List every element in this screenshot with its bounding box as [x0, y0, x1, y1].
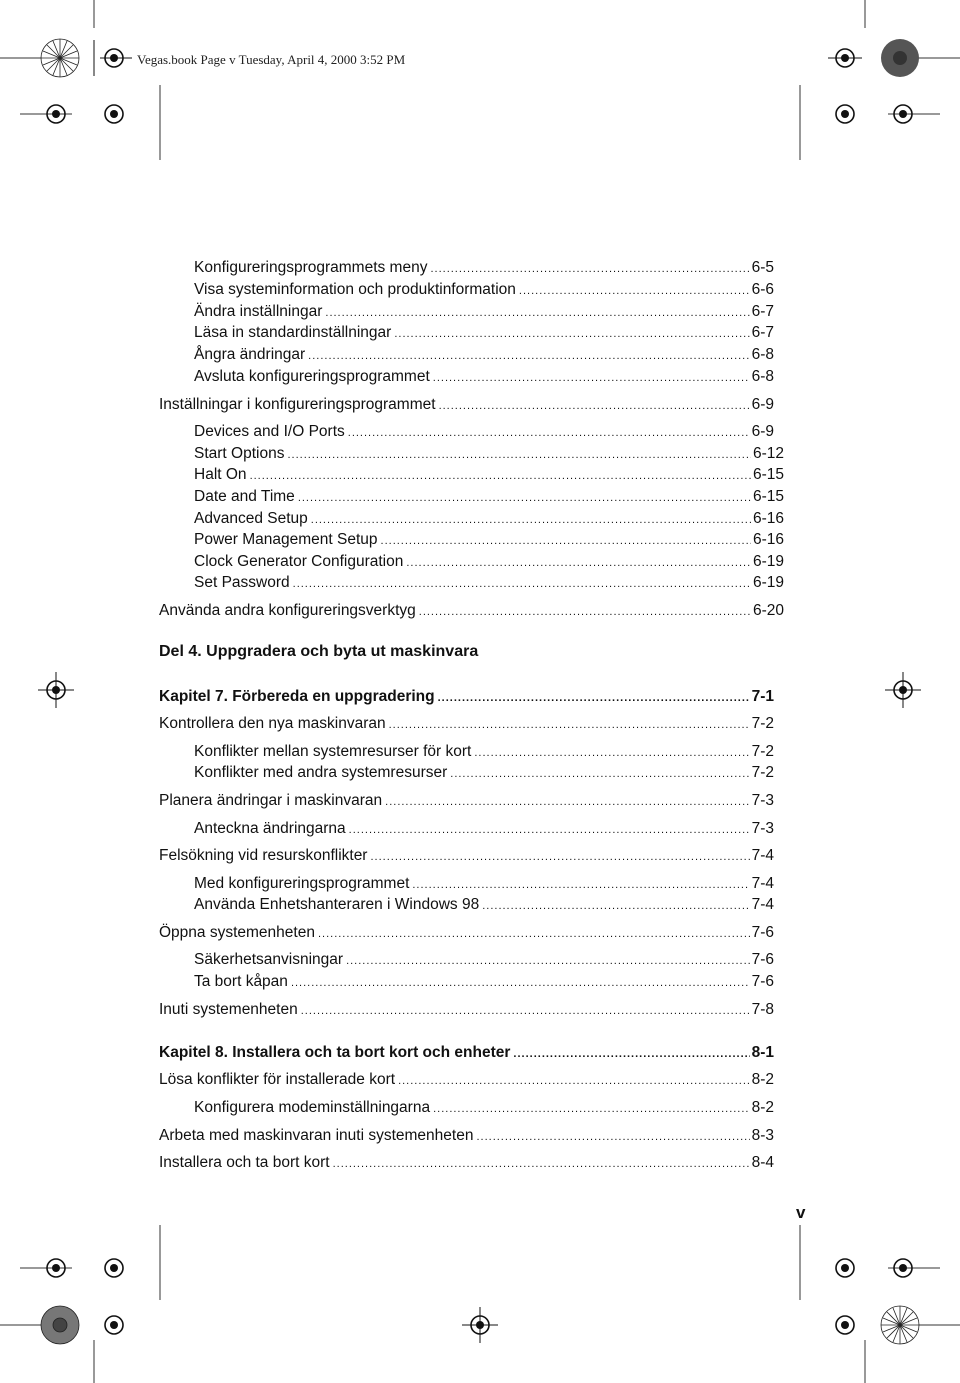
dot-leader [287, 445, 751, 465]
toc-entry[interactable]: Öppna systemenheten ..... 7-6 [159, 923, 774, 944]
dot-leader [433, 368, 750, 388]
toc-chapter-entry[interactable]: Kapitel 7. Förbereda en uppgradering ..... 7-1 [159, 687, 774, 708]
dot-leader [519, 281, 750, 301]
crosshair-target-bottom-row2-left [105, 1316, 123, 1334]
dot-leader [476, 1127, 749, 1147]
toc-entry[interactable]: Med konfigureringsprogrammet ..... 7-4 [194, 874, 774, 895]
toc-entry[interactable]: Set Password ..... 6-19 [194, 573, 784, 594]
crosshair-target-mid-left [38, 672, 74, 708]
toc-entry[interactable]: Installera och ta bort kort ..... 8-4 [159, 1153, 774, 1174]
dot-leader [250, 466, 751, 486]
toc-entry[interactable]: Arbeta med maskinvaran inuti systemenheten ..... 8-3 [159, 1126, 774, 1147]
toc-entry[interactable]: Devices and I/O Ports ..... 6-9 [194, 422, 774, 443]
dot-leader [439, 396, 750, 416]
toc-entry[interactable]: Säkerhetsanvisningar ..... 7-6 [194, 950, 774, 971]
crosshair-target-bottom-row1-inner-left [105, 1259, 123, 1277]
dot-leader [474, 743, 749, 763]
dot-leader [346, 951, 750, 971]
toc-entry[interactable]: Konflikter mellan systemresurser för kort ..... 7-2 [194, 742, 774, 763]
starburst-target-top-left [41, 39, 79, 77]
crosshair-target-mid-right [885, 672, 921, 708]
starburst-target-bottom-right [881, 1306, 919, 1344]
toc-entry[interactable]: Power Management Setup ..... 6-16 [194, 530, 784, 551]
toc-entry[interactable]: Ångra ändringar ..... 6-8 [194, 345, 774, 366]
toc-chapter-entry[interactable]: Kapitel 8. Installera och ta bort kort och enheter ..... 8-1 [159, 1043, 774, 1064]
dot-leader [370, 847, 749, 867]
toc-entry[interactable]: Ta bort kåpan ..... 7-6 [194, 972, 774, 993]
starburst-target-top-right [881, 39, 919, 77]
dot-leader [333, 1154, 750, 1174]
dot-leader [406, 553, 751, 573]
toc-entry[interactable]: Konfigureringsprogrammets meny ..... 6-5 [194, 258, 774, 279]
toc-entry[interactable]: Inuti systemenheten ..... 7-8 [159, 1000, 774, 1021]
dot-leader [348, 423, 750, 443]
dot-leader [308, 346, 749, 366]
toc-entry[interactable]: Start Options ..... 6-12 [194, 444, 784, 465]
dot-leader [513, 1044, 749, 1064]
crosshair-target-bottom-row2-right [836, 1316, 854, 1334]
dot-leader [385, 792, 749, 812]
toc-entry[interactable]: Anteckna ändringarna ..... 7-3 [194, 819, 774, 840]
crosshair-target-top-1 [94, 40, 132, 76]
dot-leader [433, 1099, 750, 1119]
starburst-target-bottom-left [41, 1306, 79, 1344]
dot-leader [311, 510, 751, 530]
toc-entry[interactable]: Läsa in standardinställningar ..... 6-7 [194, 323, 774, 344]
dot-leader [398, 1071, 750, 1091]
toc-entry[interactable]: Ändra inställningar ..... 6-7 [194, 302, 774, 323]
toc-entry[interactable]: Felsökning vid resurskonflikter ..... 7-4 [159, 846, 774, 867]
crosshair-target-row2-inner-left [105, 105, 123, 123]
dot-leader [430, 259, 749, 279]
toc-entry[interactable]: Använda andra konfigureringsverktyg ..... 6-20 [159, 601, 784, 622]
part-heading: Del 4. Uppgradera och byta ut maskinvara [159, 643, 479, 660]
dot-leader [450, 764, 749, 784]
toc-entry[interactable]: Inställningar i konfigureringsprogrammet ..... 6-9 [159, 395, 774, 416]
toc-entry[interactable]: Planera ändringar i maskinvaran ..... 7-3 [159, 791, 774, 812]
toc-entry[interactable]: Använda Enhetshanteraren i Windows 98 ..... 7-4 [194, 895, 774, 916]
crosshair-target-bottom-row2-center [462, 1307, 498, 1343]
running-head: Vegas.book Page v Tuesday, April 4, 2000 3:52 PM [137, 52, 406, 67]
dot-leader [301, 1001, 750, 1021]
toc-entry[interactable]: Avsluta konfigureringsprogrammet ..... 6-8 [194, 367, 774, 388]
dot-leader [291, 973, 750, 993]
crosshair-target-row2-inner-right [836, 105, 854, 123]
toc-entry[interactable]: Halt On ..... 6-15 [194, 465, 784, 486]
toc-entry[interactable]: Konfigurera modeminställningarna ..... 8-2 [194, 1098, 774, 1119]
crosshair-target-bottom-row1-inner-right [836, 1259, 854, 1277]
dot-leader [482, 896, 749, 916]
dot-leader [389, 715, 750, 735]
dot-leader [298, 488, 751, 508]
toc-entry[interactable]: Clock Generator Configuration ..... 6-19 [194, 552, 784, 573]
dot-leader [394, 324, 749, 344]
dot-leader [318, 924, 750, 944]
toc-entry[interactable]: Kontrollera den nya maskinvaran ..... 7-2 [159, 714, 774, 735]
page-number: v [796, 1203, 806, 1222]
dot-leader [293, 574, 751, 594]
dot-leader [381, 531, 751, 551]
toc-entry[interactable]: Visa systeminformation och produktinformation ..... 6-6 [194, 280, 774, 301]
toc-entry[interactable]: Advanced Setup ..... 6-16 [194, 509, 784, 530]
toc-entry[interactable]: Konflikter med andra systemresurser ..... 7-2 [194, 763, 774, 784]
dot-leader [325, 303, 749, 323]
dot-leader [419, 602, 751, 622]
dot-leader [438, 688, 750, 708]
toc-entry[interactable]: Date and Time ..... 6-15 [194, 487, 784, 508]
toc-entry[interactable]: Lösa konflikter för installerade kort ..... 8-2 [159, 1070, 774, 1091]
dot-leader [349, 820, 750, 840]
crosshair-target-top-2 [828, 49, 862, 67]
dot-leader [412, 875, 749, 895]
